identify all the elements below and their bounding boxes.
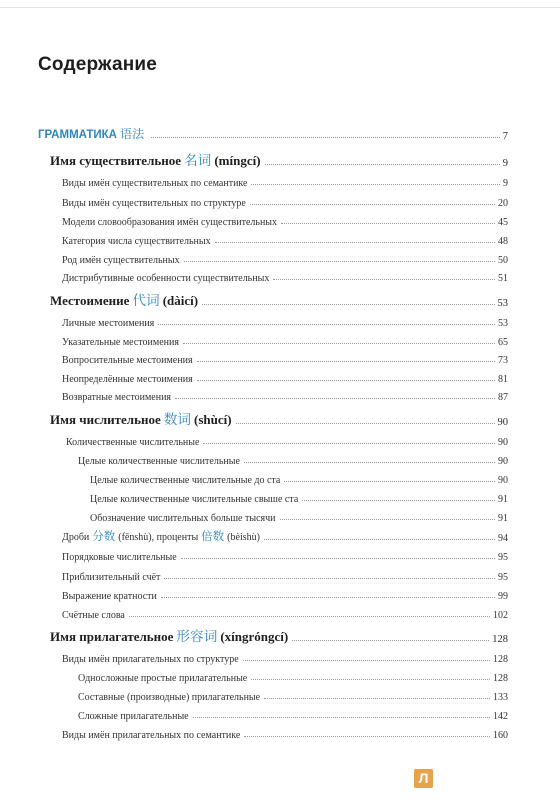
toc-entry-section[interactable] [0, 171, 560, 189]
dot-leader [244, 736, 490, 737]
toc-entry-title: Виды имён существительных по структуре [62, 198, 246, 209]
toc-entry-section[interactable] [0, 603, 560, 621]
page-title: Содержание [38, 54, 158, 75]
toc-entry-section[interactable] [0, 229, 560, 247]
toc-entry-title: Виды имён существительных по семантике [62, 178, 248, 189]
toc-entry-section[interactable] [0, 526, 560, 544]
toc-page-number: 20 [498, 198, 508, 209]
toc-page-number: 128 [493, 673, 508, 684]
toc-entry-chapter[interactable] [0, 291, 560, 309]
toc-page-number: 65 [498, 337, 508, 348]
toc-entry-title: Неопределённые местоимения [62, 374, 193, 385]
toc-entry-title: Дистрибутивные особенности существительных [62, 273, 270, 284]
toc-entry-title: Порядковые числительные [62, 552, 177, 563]
toc-page-number: 128 [492, 634, 508, 645]
dot-leader [197, 361, 495, 362]
toc-entry-title: Имя числительное 数词 (shùcí) [50, 412, 232, 428]
toc-entry-section[interactable] [0, 191, 560, 209]
toc-entry-title: Целые количественные числительные [78, 456, 240, 467]
toc-entry-title: Сложные прилагательные [78, 711, 189, 722]
toc-entry-title: Местоимение 代词 (dàicí) [50, 293, 199, 309]
publisher-logo-letter: Л [418, 770, 429, 786]
toc-entry-title: Дроби 分数 (fēnshù), проценты 倍数 (bèishù) [62, 529, 260, 543]
dot-leader [251, 184, 500, 185]
toc-page-number: 45 [498, 217, 508, 228]
dot-leader [281, 223, 495, 224]
toc-entry-section[interactable] [0, 367, 560, 385]
dot-leader [129, 616, 490, 617]
toc-page-number: 9 [503, 178, 508, 189]
toc-entry-subsection[interactable] [0, 666, 560, 684]
toc-page-number: 9 [502, 158, 508, 169]
dot-leader [183, 343, 495, 344]
dot-leader [236, 423, 495, 424]
toc-entry-section[interactable] [0, 584, 560, 602]
publisher-logo [414, 769, 433, 788]
dot-leader [202, 304, 494, 305]
dot-leader [273, 279, 495, 280]
toc-page-number: 91 [498, 494, 508, 505]
toc-page-number: 73 [498, 355, 508, 366]
toc-entry-title: Имя прилагательное 形容词 (xíngróngcí) [50, 629, 289, 645]
toc-entry-title: Приблизительный счёт [62, 572, 161, 583]
dot-leader [197, 380, 495, 381]
toc-entry-title: Виды имён прилагательных по структуре [62, 654, 239, 665]
toc-entry-subsection[interactable] [0, 685, 560, 703]
toc-entry-subsection[interactable] [0, 449, 560, 467]
toc-page-number: 95 [498, 552, 508, 563]
toc-entry-title: Составные (производные) прилагательные [78, 692, 261, 703]
toc-page-number: 53 [497, 298, 508, 309]
toc-entry-subsubsection[interactable] [0, 468, 560, 486]
dot-leader [284, 481, 495, 482]
dot-leader [181, 558, 495, 559]
toc-entry-title: ГРАММАТИКА 语法 [38, 127, 145, 141]
dot-leader [243, 660, 490, 661]
dot-leader [264, 698, 490, 699]
toc-entry-section[interactable] [0, 545, 560, 563]
toc-entry-subsubsection[interactable] [0, 506, 560, 524]
toc-page-number: 91 [498, 513, 508, 524]
toc-page-number: 90 [498, 437, 508, 448]
dot-leader [215, 242, 495, 243]
toc-entry-section[interactable] [0, 430, 560, 448]
toc-entry-chapter[interactable] [0, 410, 560, 428]
toc-entry-title: Обозначение числительных больше тысячи [90, 513, 276, 524]
toc-entry-section[interactable] [0, 210, 560, 228]
toc-entry-title: Целые количественные числительные свыше ста [90, 494, 299, 505]
toc-entry-section[interactable] [0, 723, 560, 741]
toc-entry-title: Целые количественные числительные до ста [90, 475, 281, 486]
dot-leader [184, 261, 495, 262]
toc-page-number: 81 [498, 374, 508, 385]
toc-entry-title: Счётные слова [62, 610, 125, 621]
toc-entry-part[interactable] [0, 124, 560, 142]
dot-leader [203, 443, 495, 444]
toc-entry-section[interactable] [0, 248, 560, 266]
dot-leader [264, 539, 495, 540]
dot-leader [161, 597, 495, 598]
toc-page-number: 7 [502, 131, 508, 142]
dot-leader [175, 398, 495, 399]
toc-page-number: 142 [493, 711, 508, 722]
dot-leader [251, 679, 490, 680]
toc-entry-chapter[interactable] [0, 627, 560, 645]
toc-entry-section[interactable] [0, 266, 560, 284]
dot-leader [292, 640, 489, 641]
toc-entry-title: Имя существительное 名词 (míngcí) [50, 153, 261, 169]
toc-entry-title: Возвратные местоимения [62, 392, 172, 403]
toc-entry-section[interactable] [0, 311, 560, 329]
toc-page-number: 90 [498, 475, 508, 486]
toc-entry-title: Односложные простые прилагательные [78, 673, 248, 684]
toc-entry-title: Виды имён прилагательных по семантике [62, 730, 241, 741]
toc-entry-subsection[interactable] [0, 704, 560, 722]
toc-page-number: 99 [498, 591, 508, 602]
toc-page-number: 90 [497, 417, 508, 428]
toc-entry-title: Вопросительные местоимения [62, 355, 193, 366]
toc-page-number: 94 [498, 533, 508, 544]
toc-page-number: 50 [498, 255, 508, 266]
dot-leader [244, 462, 495, 463]
toc-entry-title: Категория числа существительных [62, 236, 211, 247]
dot-leader [158, 324, 495, 325]
toc-page-number: 133 [493, 692, 508, 703]
toc-entry-title: Выражение кратности [62, 591, 157, 602]
toc-page-number: 53 [498, 318, 508, 329]
toc-entry-title: Род имён существительных [62, 255, 180, 266]
toc-entry-section[interactable] [0, 348, 560, 366]
dot-leader [193, 717, 490, 718]
toc-entry-section[interactable] [0, 565, 560, 583]
toc-page-number: 160 [493, 730, 508, 741]
toc-entry-title: Указательные местоимения [62, 337, 179, 348]
toc-entry-section[interactable] [0, 647, 560, 665]
toc-entry-subsubsection[interactable] [0, 487, 560, 505]
toc-entry-title: Модели словообразования имён существительных [62, 217, 278, 228]
toc-page-number: 87 [498, 392, 508, 403]
dot-leader [250, 204, 495, 205]
toc-page-number: 128 [493, 654, 508, 665]
toc-page-number: 102 [493, 610, 508, 621]
toc-entry-title: Личные местоимения [62, 318, 155, 329]
dot-leader [302, 500, 495, 501]
toc-entry-title: Количественные числительные [66, 437, 200, 448]
dot-leader [265, 164, 500, 165]
toc-page-number: 95 [498, 572, 508, 583]
toc-page-number: 48 [498, 236, 508, 247]
toc-page-number: 51 [498, 273, 508, 284]
toc-entry-section[interactable] [0, 330, 560, 348]
toc-entry-section[interactable] [0, 385, 560, 403]
dot-leader [164, 578, 495, 579]
dot-leader [151, 137, 500, 138]
toc-page-number: 90 [498, 456, 508, 467]
toc-entry-chapter[interactable] [0, 151, 560, 169]
dot-leader [280, 519, 495, 520]
